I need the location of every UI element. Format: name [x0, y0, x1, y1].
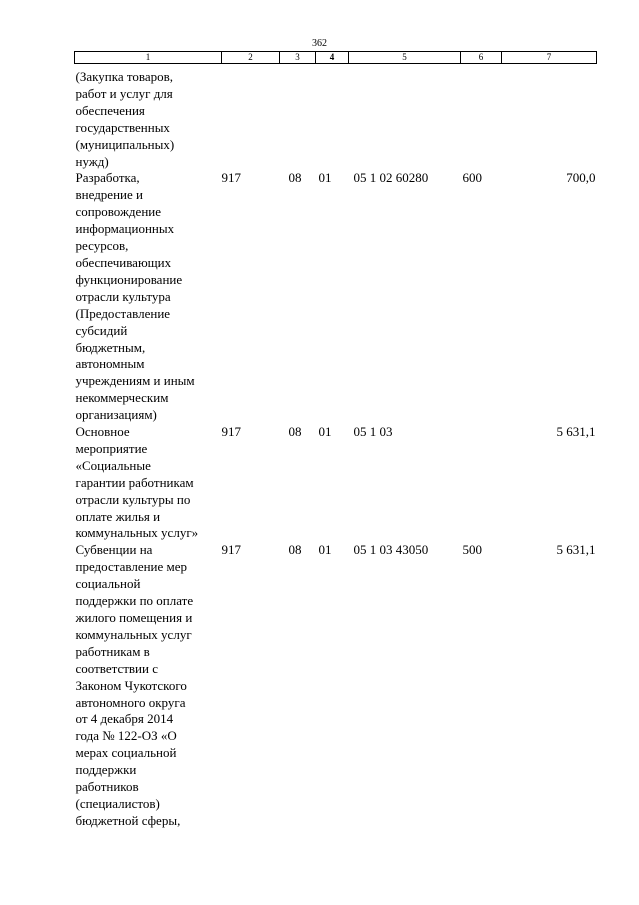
- row-description: Субвенции на предоставление мер социальной поддержки по оплате жилого помещения и коммунальных услуг работникам в соответствии с Законом Чукотского автономного округа от 4 декабря 2014 года № 122-ОЗ «О мерах социальной поддержки работников (специалистов) бюджетной сферы,: [75, 542, 194, 828]
- row-grbs-code: [222, 64, 280, 171]
- table-row: [75, 542, 597, 829]
- row-amount: [502, 64, 597, 171]
- row-expense-type-code: [461, 64, 502, 171]
- column-number-row: [75, 52, 597, 64]
- row-grbs-code: 917: [221, 542, 241, 558]
- column-header-1: 1: [75, 52, 222, 64]
- row-section-code: [280, 64, 316, 171]
- row-subsection-code: [316, 64, 349, 171]
- row-section-code: 08: [288, 424, 302, 440]
- row-subsection-code: 01: [318, 542, 332, 558]
- row-target-article-code: 05 1 03: [353, 424, 393, 440]
- row-expense-type-code: [461, 424, 502, 542]
- row-amount: 5 631,1: [556, 542, 596, 558]
- row-grbs-code: 917: [221, 170, 241, 186]
- page-number: 362: [312, 38, 327, 49]
- row-amount: 5 631,1: [556, 424, 596, 440]
- row-expense-type-code: 500: [462, 542, 482, 558]
- row-amount: 700,0: [566, 170, 596, 186]
- column-header-5: 5: [349, 52, 461, 64]
- row-grbs-code: 917: [221, 424, 241, 440]
- column-header-2: 2: [222, 52, 280, 64]
- row-subsection-code: 01: [318, 170, 332, 186]
- row-description: Основное мероприятие «Социальные гарантии работникам отрасли культуры по оплате жилья и коммунальных услуг»: [75, 424, 199, 541]
- budget-table: [74, 51, 597, 830]
- table-row: [75, 170, 597, 424]
- column-header-6: 6: [461, 52, 502, 64]
- table-row: [75, 64, 597, 171]
- row-expense-type-code: 600: [462, 170, 482, 186]
- row-section-code: 08: [288, 170, 302, 186]
- row-target-article-code: 05 1 03 43050: [353, 542, 429, 558]
- row-description: Разработка, внедрение и сопровождение информационных ресурсов, обеспечивающих функционирование отрасли культура (Предоставление субсидий бюджетным, автономным учреждениям и иным некоммерческим организациям): [75, 170, 195, 423]
- table-row: [75, 424, 597, 542]
- row-subsection-code: 01: [318, 424, 332, 440]
- row-section-code: 08: [288, 542, 302, 558]
- column-header-4: 4: [316, 52, 349, 64]
- row-target-article-code: 05 1 02 60280: [353, 170, 429, 186]
- row-target-article-code: [349, 64, 461, 171]
- row-description: (Закупка товаров, работ и услуг для обеспечения государственных (муниципальных) нужд): [75, 69, 175, 169]
- column-header-7: 7: [502, 52, 597, 64]
- column-header-3: 3: [280, 52, 316, 64]
